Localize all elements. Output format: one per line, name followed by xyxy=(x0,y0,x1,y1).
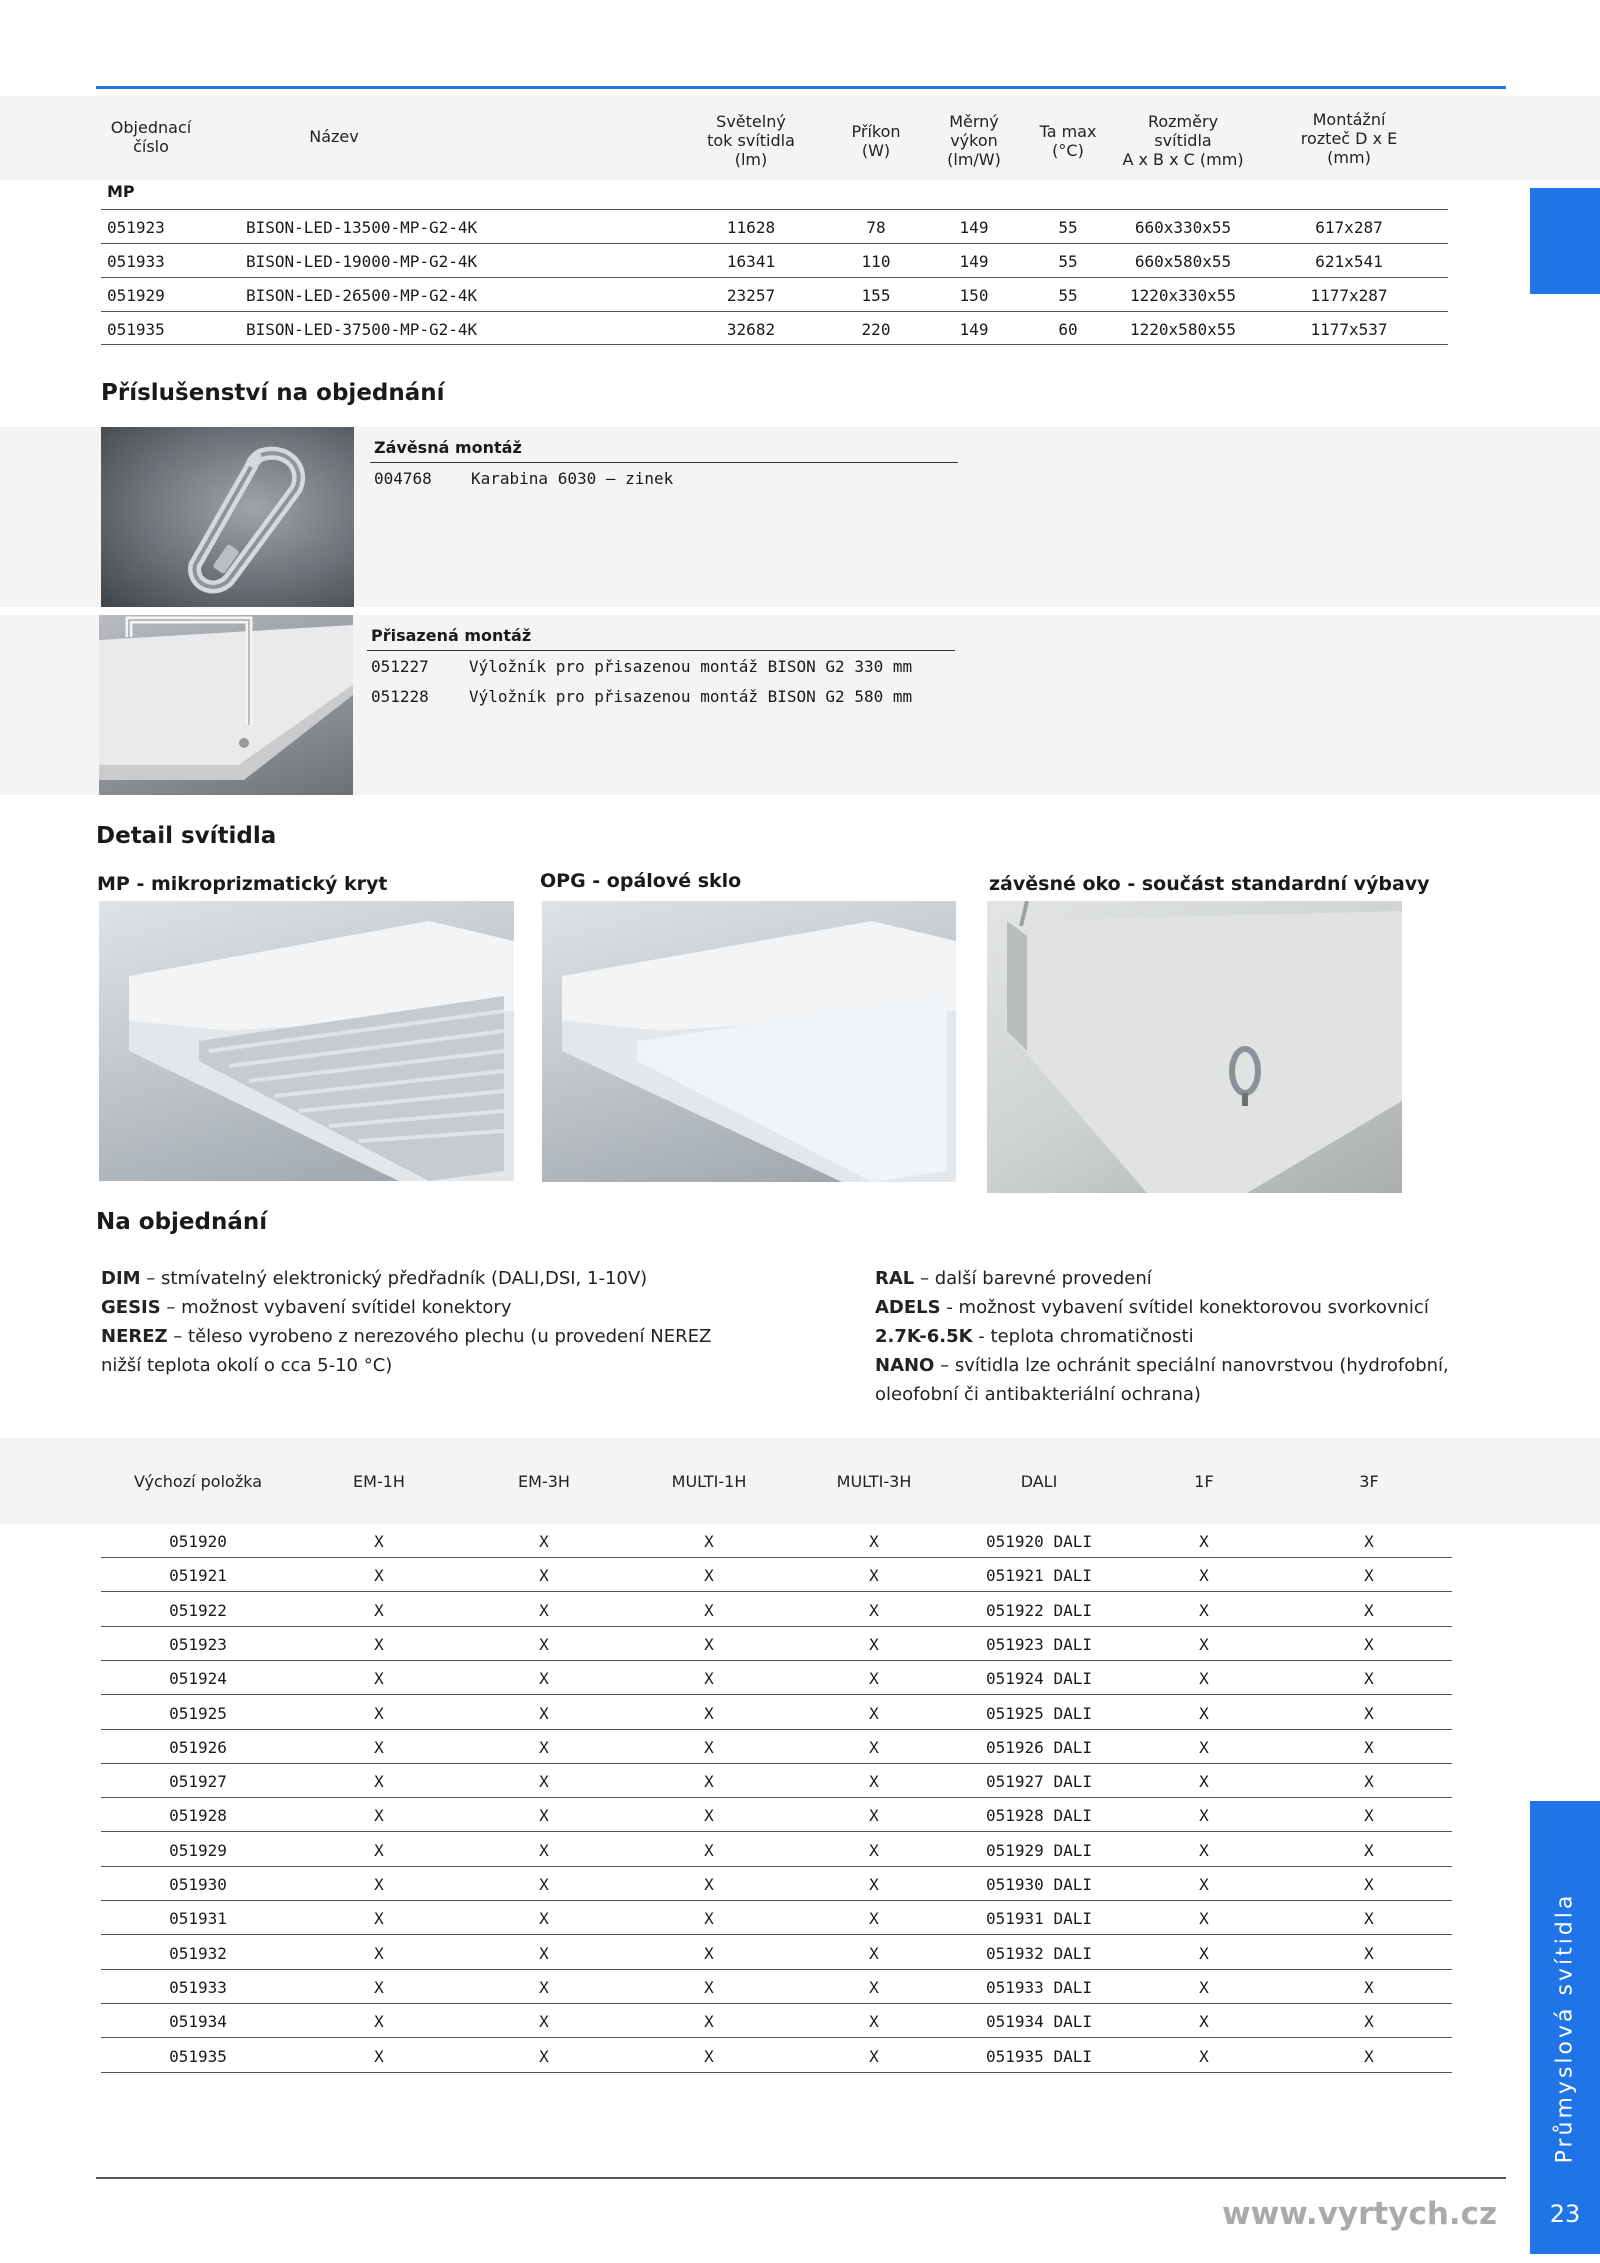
table-cell: X xyxy=(374,1943,384,1963)
accessories-title: Příslušenství na objednání xyxy=(101,380,445,406)
table-cell: X xyxy=(374,1532,384,1551)
table-cell: X xyxy=(539,1703,549,1723)
table-cell: X xyxy=(539,1737,549,1757)
option-key: NEREZ xyxy=(101,1326,168,1347)
table-cell: 051931 DALI xyxy=(986,1909,1092,1929)
option-line xyxy=(875,1293,1515,1322)
col-em-1h: EM-1H xyxy=(353,1472,405,1491)
table-cell: X xyxy=(1364,1703,1374,1723)
table-cell: X xyxy=(539,1669,549,1689)
col-name: Název xyxy=(309,127,359,146)
accessory-code: 004768 xyxy=(374,469,432,488)
table-cell: X xyxy=(374,1600,384,1620)
table-cell: 051928 xyxy=(169,1806,227,1826)
website-link[interactable]: www.vyrtych.cz xyxy=(1222,2196,1498,2232)
table-cell: X xyxy=(869,1806,879,1826)
table-cell: 051925 DALI xyxy=(986,1703,1092,1723)
col-dali: DALI xyxy=(1020,1472,1058,1491)
table-cell: 051932 DALI xyxy=(986,1943,1092,1963)
chapter-tab-marker xyxy=(1530,188,1600,294)
option-text: - teplota chromatičnosti xyxy=(972,1326,1194,1347)
option-text: oleofobní či antibakteriální ochrana) xyxy=(875,1384,1201,1405)
table-cell: X xyxy=(869,1840,879,1860)
luminaire-mp-icon xyxy=(99,901,514,1181)
table-row xyxy=(101,1593,1452,1627)
table-cell: X xyxy=(704,1875,714,1894)
col-3f: 3F xyxy=(1359,1472,1379,1491)
table-cell: X xyxy=(704,2012,714,2032)
accessory-rule xyxy=(367,650,955,651)
col-power: Příkon (W) xyxy=(851,122,901,160)
col-multi-3h: MULTI-3H xyxy=(836,1472,912,1491)
table-cell: X xyxy=(374,1806,384,1826)
option-key: NANO xyxy=(875,1355,935,1376)
options-title: Na objednání xyxy=(96,1209,268,1235)
hanging-eye-photo xyxy=(987,901,1402,1193)
accessory-name: Karabina 6030 – zinek xyxy=(471,469,674,488)
carabiner-icon xyxy=(101,427,354,607)
table-cell: X xyxy=(1364,2012,1374,2032)
option-text: – možnost vybavení svítidel konektory xyxy=(160,1297,512,1318)
table-cell: 60 xyxy=(1058,320,1078,339)
microprismatic-cover-photo xyxy=(99,901,514,1181)
table-cell: X xyxy=(869,1875,879,1894)
table-cell: 155 xyxy=(861,286,891,305)
option-text: – stmívatelný elektronický předřadník (DALI,DSI, 1-10V) xyxy=(140,1268,648,1289)
table-cell: X xyxy=(1364,1772,1374,1792)
option-key: RAL xyxy=(875,1268,915,1289)
table-cell: 051933 xyxy=(107,252,165,271)
table-cell: 78 xyxy=(866,218,886,237)
accessory-group-label: Přisazená montáž xyxy=(371,626,532,645)
table-cell: X xyxy=(374,1737,384,1757)
table-cell: X xyxy=(374,1977,384,1997)
table-row xyxy=(101,2039,1452,2073)
table-cell: 11628 xyxy=(726,218,776,237)
table-cell: X xyxy=(1364,1977,1374,1997)
table-cell: X xyxy=(374,2046,384,2066)
table-cell: X xyxy=(374,1840,384,1860)
table-cell: 051925 xyxy=(169,1703,227,1723)
table-cell: 149 xyxy=(959,320,989,339)
table-cell: X xyxy=(869,1532,879,1551)
table-cell: 051927 DALI xyxy=(986,1772,1092,1792)
col-1f: 1F xyxy=(1194,1472,1214,1491)
table-cell: X xyxy=(1199,2046,1209,2066)
table-cell: 1177x537 xyxy=(1310,320,1388,339)
bottom-rule xyxy=(96,2177,1506,2179)
table-cell: X xyxy=(869,1669,879,1689)
table-cell: X xyxy=(704,1943,714,1963)
table-cell: X xyxy=(704,1566,714,1586)
table-cell: 051933 DALI xyxy=(986,1977,1092,1997)
table-cell: 617x287 xyxy=(1315,218,1383,237)
table-cell: X xyxy=(704,1806,714,1826)
table-cell: X xyxy=(539,1840,549,1860)
table-cell: X xyxy=(1199,1634,1209,1654)
col-order-number: Objednací číslo xyxy=(110,118,192,156)
table-cell: 149 xyxy=(959,252,989,271)
option-text: - možnost vybavení svítidel konektorovou svorkovnicí xyxy=(940,1297,1429,1318)
table-cell: X xyxy=(869,1943,879,1963)
table-cell: 051921 xyxy=(169,1566,227,1586)
bracket-icon xyxy=(99,615,353,795)
accessory-rule xyxy=(370,462,958,463)
detail-title: Detail svítidla xyxy=(96,823,277,849)
table-cell: 051929 xyxy=(169,1840,227,1860)
table-cell: X xyxy=(539,1566,549,1586)
table-cell: 051921 DALI xyxy=(986,1566,1092,1586)
luminaire-opg-icon xyxy=(542,901,956,1182)
option-line xyxy=(875,1264,1515,1293)
table-cell: X xyxy=(1199,1566,1209,1586)
table-cell: X xyxy=(1364,1600,1374,1620)
bracket-photo xyxy=(99,615,353,795)
table-cell: X xyxy=(1199,1600,1209,1620)
carabiner-photo xyxy=(101,427,354,607)
table-cell: X xyxy=(1364,1634,1374,1654)
table-cell: X xyxy=(869,1600,879,1620)
table-cell: 660x580x55 xyxy=(1134,252,1232,271)
table-cell: X xyxy=(1364,1943,1374,1963)
table-cell: X xyxy=(704,1977,714,1997)
table-cell: 051931 xyxy=(169,1909,227,1929)
table-cell: X xyxy=(539,1806,549,1826)
table-cell: X xyxy=(704,1772,714,1792)
option-key: DIM xyxy=(101,1268,141,1289)
table-row xyxy=(101,243,1448,277)
table-row xyxy=(101,1936,1452,1970)
table-row xyxy=(101,1867,1452,1901)
accessory-name: Výložník pro přisazenou montáž BISON G2 580 mm xyxy=(469,687,913,706)
table-cell: X xyxy=(704,1737,714,1757)
col-ta-max: Ta max (°C) xyxy=(1039,122,1097,160)
col-em-3h: EM-3H xyxy=(518,1472,570,1491)
table-cell: 051924 xyxy=(169,1669,227,1689)
detail-caption: závěsné oko - součást standardní výbavy xyxy=(989,873,1430,895)
table-cell: 051928 DALI xyxy=(986,1806,1092,1826)
table-cell: X xyxy=(539,1909,549,1929)
table-cell: 149 xyxy=(959,218,989,237)
table-row xyxy=(101,1524,1452,1558)
table-row xyxy=(101,1764,1452,1798)
table-row xyxy=(101,277,1448,311)
table-row xyxy=(101,1901,1452,1935)
table-cell: X xyxy=(539,1772,549,1792)
group-label: MP xyxy=(107,182,135,201)
table-cell: X xyxy=(1199,1737,1209,1757)
table-cell: 051926 DALI xyxy=(986,1737,1092,1757)
accessory-name: Výložník pro přisazenou montáž BISON G2 330 mm xyxy=(469,657,913,676)
option-key: ADELS xyxy=(875,1297,941,1318)
table-cell: X xyxy=(1199,1772,1209,1792)
table-cell: 32682 xyxy=(726,320,776,339)
option-line xyxy=(875,1351,1515,1380)
table-cell: 621x541 xyxy=(1315,252,1383,271)
table-cell: 051930 DALI xyxy=(986,1875,1092,1894)
col-base-item: Výchozí položka xyxy=(133,1472,263,1491)
options-right xyxy=(875,1264,1515,1409)
table-cell: X xyxy=(704,2046,714,2066)
table-cell: 051922 DALI xyxy=(986,1600,1092,1620)
option-key: GESIS xyxy=(101,1297,161,1318)
table-cell: 23257 xyxy=(726,286,776,305)
table-cell: X xyxy=(374,1669,384,1689)
table-cell: 051934 DALI xyxy=(986,2012,1092,2032)
table-row xyxy=(101,1798,1452,1832)
table-cell: 051930 xyxy=(169,1875,227,1894)
option-line xyxy=(101,1264,801,1293)
table-cell: X xyxy=(539,1600,549,1620)
table-cell: X xyxy=(1199,1669,1209,1689)
table-cell: 051935 xyxy=(107,320,165,339)
table-cell: BISON-LED-26500-MP-G2-4K xyxy=(246,286,478,305)
accessory-code: 051227 xyxy=(371,657,429,676)
table-cell: 051932 xyxy=(169,1943,227,1963)
table-row xyxy=(101,311,1448,345)
table-cell: X xyxy=(869,1977,879,1997)
table-row xyxy=(101,1730,1452,1764)
table-cell: X xyxy=(704,1703,714,1723)
table-cell: 55 xyxy=(1058,252,1078,271)
table-cell: 051935 DALI xyxy=(986,2046,1092,2066)
col-dimensions: Rozměry svítidla A x B x C (mm) xyxy=(1122,112,1244,169)
table-row xyxy=(101,1696,1452,1730)
table-cell: 150 xyxy=(959,286,989,305)
chapter-side-tab-label: Průmyslová svítidla xyxy=(1552,1892,1578,2163)
table-cell: X xyxy=(1199,1806,1209,1826)
table-cell: 051926 xyxy=(169,1737,227,1757)
table-cell: X xyxy=(1364,1806,1374,1826)
page-number: 23 xyxy=(1549,2200,1581,2228)
table-cell: X xyxy=(1364,1875,1374,1894)
table-cell: X xyxy=(374,1875,384,1894)
option-key: 2.7K-6.5K xyxy=(875,1326,973,1347)
table-cell: 16341 xyxy=(726,252,776,271)
table-cell: 55 xyxy=(1058,218,1078,237)
table-cell: X xyxy=(374,1566,384,1586)
table-row xyxy=(101,1558,1452,1592)
table-cell: X xyxy=(869,1772,879,1792)
option-text: nižší teplota okolí o cca 5-10 °C) xyxy=(101,1355,393,1376)
option-text: – další barevné provedení xyxy=(914,1268,1152,1289)
table-cell: X xyxy=(374,1703,384,1723)
detail-caption: OPG - opálové sklo xyxy=(540,870,742,892)
accessory-group-label: Závěsná montáž xyxy=(374,438,522,457)
spec-table-header xyxy=(0,96,1600,180)
table-cell: X xyxy=(1364,1566,1374,1586)
table-cell: X xyxy=(539,1532,549,1551)
table-cell: BISON-LED-37500-MP-G2-4K xyxy=(246,320,478,339)
table-cell: 051923 xyxy=(169,1634,227,1654)
table-cell: X xyxy=(374,2012,384,2032)
table-cell: X xyxy=(1199,2012,1209,2032)
table-cell: BISON-LED-19000-MP-G2-4K xyxy=(246,252,478,271)
col-efficacy: Měrný výkon (lm/W) xyxy=(947,112,1001,169)
table-cell: 1220x330x55 xyxy=(1130,286,1236,305)
table-cell: X xyxy=(1199,1703,1209,1723)
table-cell: 051929 DALI xyxy=(986,1840,1092,1860)
table-cell: X xyxy=(539,2046,549,2066)
table-cell: X xyxy=(1199,1909,1209,1929)
table-cell: 051927 xyxy=(169,1772,227,1792)
options-left xyxy=(101,1264,801,1380)
table-cell: 051920 xyxy=(169,1532,227,1551)
table-cell: X xyxy=(539,2012,549,2032)
option-line xyxy=(875,1322,1515,1351)
table-cell: X xyxy=(704,1840,714,1860)
table-cell: X xyxy=(704,1532,714,1551)
chapter-side-tab xyxy=(1530,1801,1600,2254)
table-cell: X xyxy=(869,1634,879,1654)
table-cell: X xyxy=(1199,1532,1209,1551)
table-cell: 051924 DALI xyxy=(986,1669,1092,1689)
table-cell: X xyxy=(1364,1532,1374,1551)
table-cell: 55 xyxy=(1058,286,1078,305)
table-cell: X xyxy=(869,2012,879,2032)
table-row xyxy=(101,1627,1452,1661)
table-row xyxy=(101,1833,1452,1867)
table-cell: X xyxy=(1364,2046,1374,2066)
table-cell: 051933 xyxy=(169,1977,227,1997)
table-cell: X xyxy=(1199,1943,1209,1963)
option-text: – těleso vyrobeno z nerezového plechu (u provedení NEREZ xyxy=(167,1326,712,1347)
col-mounting-spacing: Montážní rozteč D x E (mm) xyxy=(1300,110,1398,167)
table-cell: X xyxy=(1364,1737,1374,1757)
table-cell: 1177x287 xyxy=(1310,286,1388,305)
table-cell: X xyxy=(869,1737,879,1757)
table-cell: 051923 xyxy=(107,218,165,237)
table-cell: X xyxy=(704,1909,714,1929)
option-line xyxy=(101,1322,801,1351)
table-cell: 051922 xyxy=(169,1600,227,1620)
table-cell: X xyxy=(869,1909,879,1929)
table-cell: 051923 DALI xyxy=(986,1634,1092,1654)
opal-glass-photo xyxy=(542,901,956,1182)
option-line xyxy=(101,1351,801,1380)
table-cell: 660x330x55 xyxy=(1134,218,1232,237)
table-cell: X xyxy=(704,1600,714,1620)
table-cell: 051929 xyxy=(107,286,165,305)
table-cell: X xyxy=(1364,1909,1374,1929)
table-cell: X xyxy=(1364,1840,1374,1860)
option-line xyxy=(875,1380,1515,1409)
option-line xyxy=(101,1293,801,1322)
table-cell: X xyxy=(374,1634,384,1654)
table-cell: X xyxy=(869,2046,879,2066)
table-cell: 110 xyxy=(861,252,891,271)
table-cell: X xyxy=(1364,1669,1374,1689)
detail-caption: MP - mikroprizmatický kryt xyxy=(97,873,388,895)
table-cell: X xyxy=(704,1669,714,1689)
table-cell: X xyxy=(539,1943,549,1963)
table-row xyxy=(101,1661,1452,1695)
table-cell: X xyxy=(539,1634,549,1654)
table-cell: X xyxy=(869,1566,879,1586)
top-rule xyxy=(96,86,1506,89)
table-cell: 220 xyxy=(861,320,891,339)
col-luminous-flux: Světelný tok svítidla (lm) xyxy=(707,112,795,169)
table-cell: X xyxy=(539,1977,549,1997)
hanging-eye-icon xyxy=(987,901,1402,1193)
table-cell: 051934 xyxy=(169,2012,227,2032)
table-cell: BISON-LED-13500-MP-G2-4K xyxy=(246,218,478,237)
table-cell: X xyxy=(374,1909,384,1929)
table-cell: X xyxy=(374,1772,384,1792)
table-cell: 051935 xyxy=(169,2046,227,2066)
table-cell: X xyxy=(539,1875,549,1894)
table-cell: 1220x580x55 xyxy=(1130,320,1236,339)
table-cell: X xyxy=(1199,1840,1209,1860)
table-cell: X xyxy=(1199,1977,1209,1997)
option-text: – svítidla lze ochránit speciální nanovrstvou (hydrofobní, xyxy=(934,1355,1449,1376)
table-cell: 051920 DALI xyxy=(986,1532,1092,1551)
col-multi-1h: MULTI-1H xyxy=(671,1472,747,1491)
table-row xyxy=(101,2004,1452,2038)
table-cell: X xyxy=(1199,1875,1209,1894)
table-cell: X xyxy=(869,1703,879,1723)
table-row xyxy=(101,209,1448,243)
table-row xyxy=(101,1970,1452,2004)
table-cell: X xyxy=(704,1634,714,1654)
accessory-code: 051228 xyxy=(371,687,429,706)
